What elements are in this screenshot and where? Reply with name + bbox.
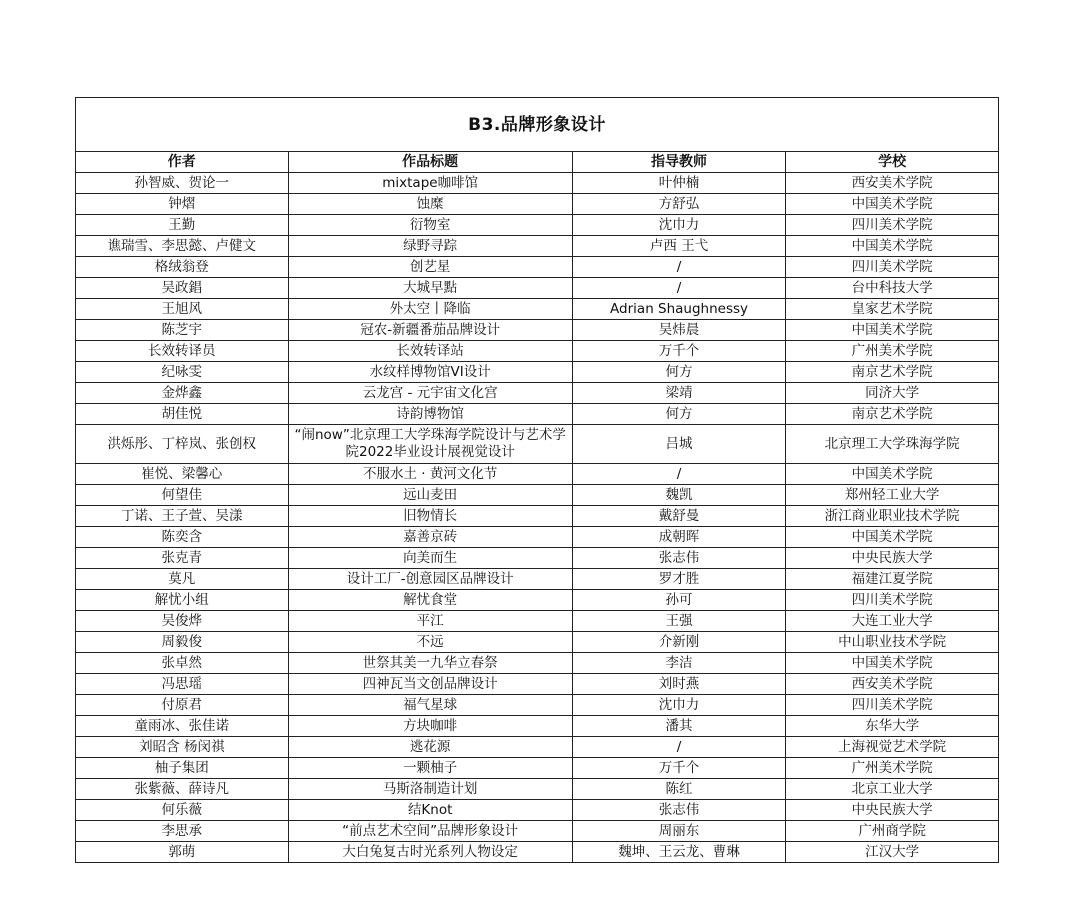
cell-author: 张克青 bbox=[76, 548, 289, 569]
cell-author: 陈奕含 bbox=[76, 527, 289, 548]
cell-school: 上海视觉艺术学院 bbox=[786, 737, 999, 758]
table-row bbox=[76, 653, 999, 674]
table-row bbox=[76, 569, 999, 590]
cell-author: 丁诺、王子萱、吴漾 bbox=[76, 506, 289, 527]
cell-school: 广州商学院 bbox=[786, 821, 999, 842]
cell-advisor: 万千个 bbox=[572, 341, 786, 362]
table-row bbox=[76, 548, 999, 569]
cell-advisor: 吕城 bbox=[572, 425, 786, 464]
cell-advisor: 张志伟 bbox=[572, 800, 786, 821]
table-title: B3.品牌形象设计 bbox=[76, 98, 999, 152]
cell-author: 谯瑞雪、李思懿、卢健文 bbox=[76, 236, 289, 257]
cell-school: 同济大学 bbox=[786, 383, 999, 404]
table-row bbox=[76, 236, 999, 257]
header-advisor: 指导教师 bbox=[572, 152, 786, 173]
table-row bbox=[76, 425, 999, 464]
cell-school: 中山职业技术学院 bbox=[786, 632, 999, 653]
cell-school: 中国美术学院 bbox=[786, 527, 999, 548]
cell-author: 张卓然 bbox=[76, 653, 289, 674]
cell-author: 何望佳 bbox=[76, 485, 289, 506]
table-row bbox=[76, 173, 999, 194]
cell-author: 钟熠 bbox=[76, 194, 289, 215]
cell-school: 中国美术学院 bbox=[786, 320, 999, 341]
table-row bbox=[76, 800, 999, 821]
cell-author: 吴俊烨 bbox=[76, 611, 289, 632]
cell-advisor: 何方 bbox=[572, 362, 786, 383]
header-work-title: 作品标题 bbox=[288, 152, 572, 173]
cell-school: 江汉大学 bbox=[786, 842, 999, 863]
cell-school: 郑州轻工业大学 bbox=[786, 485, 999, 506]
cell-school: 中国美术学院 bbox=[786, 653, 999, 674]
cell-advisor: 万千个 bbox=[572, 758, 786, 779]
cell-work-title: “前点艺术空间”品牌形象设计 bbox=[288, 821, 572, 842]
table-row bbox=[76, 779, 999, 800]
cell-work-title: 远山麦田 bbox=[288, 485, 572, 506]
cell-advisor: / bbox=[572, 257, 786, 278]
cell-author: 张紫薇、薛诗凡 bbox=[76, 779, 289, 800]
cell-advisor: 潘其 bbox=[572, 716, 786, 737]
cell-work-title: 大城早點 bbox=[288, 278, 572, 299]
cell-work-title: 旧物情长 bbox=[288, 506, 572, 527]
cell-author: 童雨冰、张佳诺 bbox=[76, 716, 289, 737]
cell-author: 长效转译员 bbox=[76, 341, 289, 362]
header-author: 作者 bbox=[76, 152, 289, 173]
cell-advisor: 梁靖 bbox=[572, 383, 786, 404]
cell-work-title: 结Knot bbox=[288, 800, 572, 821]
cell-advisor: 刘时燕 bbox=[572, 674, 786, 695]
cell-author: 孙智威、贺论一 bbox=[76, 173, 289, 194]
header-school: 学校 bbox=[786, 152, 999, 173]
cell-advisor: / bbox=[572, 464, 786, 485]
table-row bbox=[76, 695, 999, 716]
table-row bbox=[76, 404, 999, 425]
cell-work-title: 诗韵博物馆 bbox=[288, 404, 572, 425]
cell-work-title: 不远 bbox=[288, 632, 572, 653]
cell-advisor: 陈红 bbox=[572, 779, 786, 800]
table-row bbox=[76, 278, 999, 299]
cell-work-title: 解忧食堂 bbox=[288, 590, 572, 611]
results-table bbox=[75, 97, 999, 863]
cell-advisor: 罗才胜 bbox=[572, 569, 786, 590]
cell-advisor: 介新刚 bbox=[572, 632, 786, 653]
table-row bbox=[76, 362, 999, 383]
cell-author: 付原君 bbox=[76, 695, 289, 716]
cell-work-title: 不服水土 · 黄河文化节 bbox=[288, 464, 572, 485]
table-row bbox=[76, 194, 999, 215]
cell-advisor: 沈巾力 bbox=[572, 215, 786, 236]
table-header-row bbox=[76, 152, 999, 173]
cell-advisor: Adrian Shaughnessy bbox=[572, 299, 786, 320]
cell-author: 格绒翁登 bbox=[76, 257, 289, 278]
table-row bbox=[76, 464, 999, 485]
table-title-row bbox=[76, 98, 999, 152]
cell-advisor: / bbox=[572, 737, 786, 758]
cell-work-title: 四神瓦当文创品牌设计 bbox=[288, 674, 572, 695]
results-table-sheet bbox=[75, 97, 999, 863]
cell-work-title: mixtape咖啡馆 bbox=[288, 173, 572, 194]
cell-advisor: 周丽东 bbox=[572, 821, 786, 842]
cell-school: 四川美术学院 bbox=[786, 215, 999, 236]
cell-work-title: 向美而生 bbox=[288, 548, 572, 569]
cell-author: 王旭风 bbox=[76, 299, 289, 320]
cell-school: 北京工业大学 bbox=[786, 779, 999, 800]
table-row bbox=[76, 257, 999, 278]
cell-school: 西安美术学院 bbox=[786, 674, 999, 695]
cell-advisor: 王强 bbox=[572, 611, 786, 632]
cell-advisor: 孙可 bbox=[572, 590, 786, 611]
cell-author: 郭萌 bbox=[76, 842, 289, 863]
cell-work-title: 逃花源 bbox=[288, 737, 572, 758]
table-row bbox=[76, 716, 999, 737]
cell-work-title: 设计工厂-创意园区品牌设计 bbox=[288, 569, 572, 590]
cell-advisor: 魏坤、王云龙、曹琳 bbox=[572, 842, 786, 863]
cell-school: 中央民族大学 bbox=[786, 800, 999, 821]
cell-author: 陈芝宇 bbox=[76, 320, 289, 341]
cell-advisor: 戴舒曼 bbox=[572, 506, 786, 527]
table-row bbox=[76, 215, 999, 236]
cell-advisor: 成朝晖 bbox=[572, 527, 786, 548]
cell-school: 四川美术学院 bbox=[786, 257, 999, 278]
table-row bbox=[76, 758, 999, 779]
cell-author: 周毅俊 bbox=[76, 632, 289, 653]
cell-school: 四川美术学院 bbox=[786, 695, 999, 716]
table-row bbox=[76, 821, 999, 842]
cell-author: 吴政錩 bbox=[76, 278, 289, 299]
cell-work-title: 衍物室 bbox=[288, 215, 572, 236]
table-row bbox=[76, 485, 999, 506]
table-body bbox=[76, 173, 999, 863]
cell-school: 东华大学 bbox=[786, 716, 999, 737]
cell-work-title: 方块咖啡 bbox=[288, 716, 572, 737]
cell-author: 崔悦、梁馨心 bbox=[76, 464, 289, 485]
cell-school: 浙江商业职业技术学院 bbox=[786, 506, 999, 527]
cell-author: 柚子集团 bbox=[76, 758, 289, 779]
cell-school: 中国美术学院 bbox=[786, 236, 999, 257]
cell-advisor: 李洁 bbox=[572, 653, 786, 674]
cell-work-title: 云龙宫 - 元宇宙文化宫 bbox=[288, 383, 572, 404]
cell-advisor: 方舒弘 bbox=[572, 194, 786, 215]
cell-work-title: 平江 bbox=[288, 611, 572, 632]
cell-school: 西安美术学院 bbox=[786, 173, 999, 194]
cell-school: 南京艺术学院 bbox=[786, 362, 999, 383]
cell-author: 何乐薇 bbox=[76, 800, 289, 821]
cell-author: 李思承 bbox=[76, 821, 289, 842]
cell-advisor: 魏凯 bbox=[572, 485, 786, 506]
cell-advisor: 沈巾力 bbox=[572, 695, 786, 716]
table-row bbox=[76, 506, 999, 527]
table-row bbox=[76, 590, 999, 611]
cell-work-title: 大白兔复古时光系列人物设定 bbox=[288, 842, 572, 863]
cell-author: 洪烁彤、丁梓岚、张创权 bbox=[76, 425, 289, 464]
cell-author: 胡佳悦 bbox=[76, 404, 289, 425]
cell-school: 四川美术学院 bbox=[786, 590, 999, 611]
cell-advisor: 叶仲楠 bbox=[572, 173, 786, 194]
cell-school: 广州美术学院 bbox=[786, 341, 999, 362]
cell-work-title: 绿野寻踪 bbox=[288, 236, 572, 257]
table-row bbox=[76, 527, 999, 548]
cell-author: 金烨鑫 bbox=[76, 383, 289, 404]
cell-advisor: 何方 bbox=[572, 404, 786, 425]
cell-author: 解忧小组 bbox=[76, 590, 289, 611]
cell-work-title: 嘉善京砖 bbox=[288, 527, 572, 548]
table-row bbox=[76, 383, 999, 404]
cell-work-title: 创艺星 bbox=[288, 257, 572, 278]
cell-author: 冯思瑶 bbox=[76, 674, 289, 695]
table-row bbox=[76, 320, 999, 341]
cell-advisor: / bbox=[572, 278, 786, 299]
cell-school: 大连工业大学 bbox=[786, 611, 999, 632]
cell-advisor: 张志伟 bbox=[572, 548, 786, 569]
table-row bbox=[76, 632, 999, 653]
cell-work-title: 世祭其美一九华立春祭 bbox=[288, 653, 572, 674]
cell-work-title: 长效转译站 bbox=[288, 341, 572, 362]
cell-school: 皇家艺术学院 bbox=[786, 299, 999, 320]
cell-work-title: 外太空丨降临 bbox=[288, 299, 572, 320]
cell-author: 王勤 bbox=[76, 215, 289, 236]
table-row bbox=[76, 842, 999, 863]
cell-school: 中国美术学院 bbox=[786, 194, 999, 215]
cell-work-title: 蚀糜 bbox=[288, 194, 572, 215]
cell-author: 刘昭含 杨闵祺 bbox=[76, 737, 289, 758]
cell-school: 中央民族大学 bbox=[786, 548, 999, 569]
cell-work-title: 马斯洛制造计划 bbox=[288, 779, 572, 800]
cell-school: 中国美术学院 bbox=[786, 464, 999, 485]
table-row bbox=[76, 299, 999, 320]
cell-advisor: 卢西 王弋 bbox=[572, 236, 786, 257]
table-row bbox=[76, 611, 999, 632]
cell-school: 北京理工大学珠海学院 bbox=[786, 425, 999, 464]
cell-school: 台中科技大学 bbox=[786, 278, 999, 299]
cell-author: 莫凡 bbox=[76, 569, 289, 590]
cell-work-title: 福气星球 bbox=[288, 695, 572, 716]
cell-work-title: 水纹样博物馆VI设计 bbox=[288, 362, 572, 383]
cell-work-title: 冠农-新疆番茄品牌设计 bbox=[288, 320, 572, 341]
cell-work-title: “闹now”北京理工大学珠海学院设计与艺术学院2022毕业设计展视觉设计 bbox=[288, 425, 572, 464]
cell-advisor: 吴炜晨 bbox=[572, 320, 786, 341]
table-row bbox=[76, 737, 999, 758]
cell-school: 福建江夏学院 bbox=[786, 569, 999, 590]
cell-work-title: 一颗柚子 bbox=[288, 758, 572, 779]
cell-author: 纪咏雯 bbox=[76, 362, 289, 383]
table-row bbox=[76, 341, 999, 362]
cell-school: 广州美术学院 bbox=[786, 758, 999, 779]
table-row bbox=[76, 674, 999, 695]
cell-school: 南京艺术学院 bbox=[786, 404, 999, 425]
